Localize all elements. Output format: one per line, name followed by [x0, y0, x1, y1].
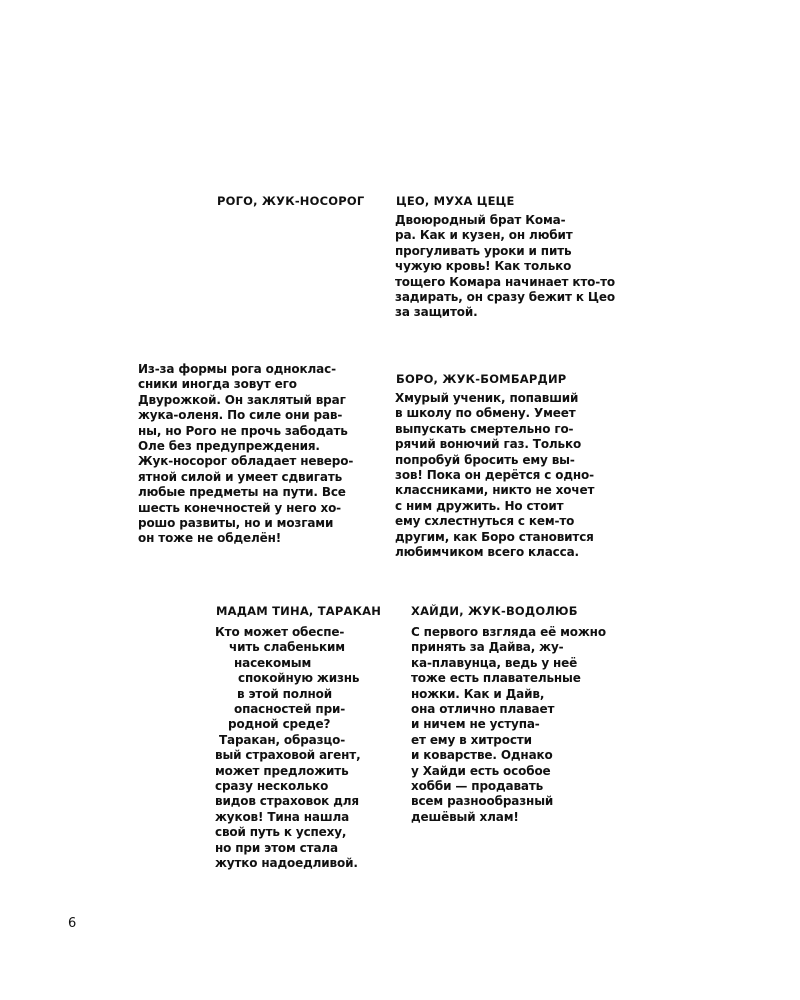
text-line: ятной силой и умеет сдвигать [138, 469, 343, 484]
text-line: хобби — продавать [411, 779, 544, 794]
text-line: опасностей при- [234, 702, 346, 717]
text-line: насекомым [234, 655, 312, 670]
text-line: выпускать смертельно го- [395, 421, 574, 436]
text-line: задирать, он сразу бежит к Цео [395, 290, 615, 305]
text-line: Жук-носорог обладает неверо- [138, 454, 354, 469]
text-line: она отлично плавает [411, 702, 555, 717]
rogo-heading: РОГО, ЖУК-НОСОРОГ [217, 194, 365, 208]
text-line: чужую кровь! Как только [395, 259, 572, 274]
text-line: у Хайди есть особое [411, 763, 551, 778]
text-line: зов! Пока он дерётся с одно- [395, 468, 594, 483]
text-line: может предложить [215, 763, 349, 778]
haidi-description [411, 625, 606, 825]
text-line: классниками, никто не хочет [395, 483, 595, 498]
text-line: сники иногда зовут его [138, 377, 297, 392]
text-line: ны, но Рого не прочь забодать [138, 423, 348, 438]
text-line: и коварстве. Однако [411, 748, 553, 763]
boro-description [395, 391, 594, 560]
text-line: за защитой. [395, 305, 478, 320]
text-line: чить слабеньким [229, 640, 345, 655]
tseo-heading: ЦЕО, МУХА ЦЕЦЕ [396, 194, 515, 208]
text-line: любые предметы на пути. Все [138, 485, 346, 500]
text-line: Кто может обеспе- [215, 625, 345, 639]
text-line: с ним дружить. Но стоит [395, 498, 564, 513]
text-line: Двоюродный брат Кома- [395, 213, 566, 227]
text-line: Двурожкой. Он заклятый враг [138, 392, 346, 407]
text-line: сразу несколько [215, 779, 329, 794]
text-line: всем разнообразный [411, 794, 554, 809]
text-line: родной среде? [228, 717, 331, 732]
text-line: ка-плавунца, ведь у неё [411, 655, 578, 670]
text-line: прогуливать уроки и пить [395, 243, 572, 258]
text-line: в школу по обмену. Умеет [395, 406, 576, 421]
haidi-heading: ХАЙДИ, ЖУК-ВОДОЛЮБ [411, 604, 578, 618]
rogo-description [138, 362, 353, 547]
text-line: Из-за формы рога однoклас- [138, 362, 336, 376]
text-line: свой путь к успеху, [215, 825, 347, 840]
text-line: Таракан, образцо- [219, 732, 346, 747]
text-line: ет ему в хитрости [411, 732, 532, 747]
text-line: жука-оленя. По силе они рав- [138, 408, 343, 423]
text-line: спокойную жизнь [238, 671, 360, 686]
text-line: и ничем не уступа- [411, 717, 540, 732]
text-line: но при этом стала [215, 840, 338, 855]
text-line: другим, как Боро становится [395, 529, 594, 544]
text-line: Оле без предупреждения. [138, 439, 320, 454]
text-line: он тоже не обделён! [138, 531, 282, 546]
text-line: С первого взгляда её можно [411, 625, 606, 639]
text-line: любимчиком всего класса. [395, 545, 579, 560]
page-number: 6 [68, 916, 77, 931]
text-line: ножки. Как и Дайв, [411, 686, 545, 701]
text-line: принять за Дайва, жу- [411, 640, 564, 655]
text-line: дешёвый хлам! [411, 809, 519, 824]
boro-heading: БОРО, ЖУК-БОМБАРДИР [396, 372, 567, 386]
text-line: рошо развиты, но и мозгами [138, 516, 334, 531]
tina-heading: МАДАМ ТИНА, ТАРАКАН [216, 604, 382, 618]
text-line: тощего Комара начинает кто-то [395, 274, 615, 289]
text-line: тоже есть плавательные [411, 671, 581, 686]
text-line: попробуй бросить ему вы- [395, 452, 575, 467]
text-line: Хмурый ученик, попавший [395, 391, 579, 405]
text-line: вый страховой агент, [215, 748, 361, 763]
text-line: жутко надоедливой. [215, 856, 358, 871]
text-line: ему схлестнуться с кем-то [395, 514, 575, 529]
text-line: в этой полной [237, 686, 332, 701]
text-line: видов страховок для [215, 794, 359, 809]
text-line: ра. Как и кузен, он любит [395, 228, 573, 243]
text-line: жуков! Тина нашла [215, 809, 350, 824]
text-line: рячий вонючий газ. Только [395, 437, 582, 452]
tseo-description [395, 213, 615, 321]
tina-description [215, 625, 361, 872]
text-line: шесть конечностей у него хо- [138, 500, 341, 515]
